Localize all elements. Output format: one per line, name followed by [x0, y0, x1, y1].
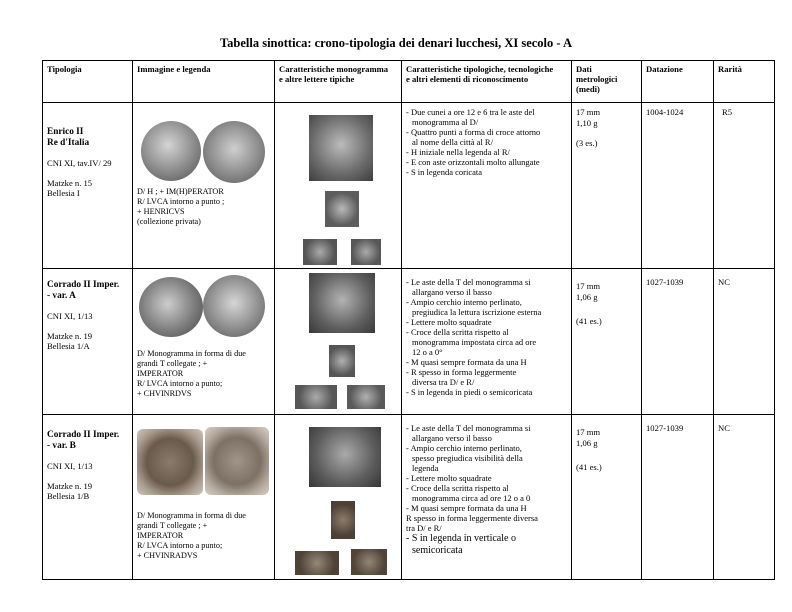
header-dati: Dati metrologici (medi) [572, 61, 642, 103]
coin-reverse-image [203, 121, 265, 183]
metrology-cell: 17 mm 1,10 g (3 es.) [572, 103, 642, 269]
header-datazione: Datazione [642, 61, 714, 103]
image-legend-cell [133, 103, 275, 269]
letter-image [325, 191, 359, 227]
letter-image [295, 551, 339, 575]
rarity-cell: R5 [714, 103, 775, 269]
monogram-image [309, 115, 373, 181]
tipologia-cell: Enrico II Re d'Italia CNI XI, tav.IV/ 29 Matzke n. 15 Bellesia I [43, 103, 133, 269]
metrology-cell: 17 mm 1,06 g (41 es.) [572, 269, 642, 415]
header-rarita: Rarità [714, 61, 775, 103]
legend-line: R/ LVCA intorno a punto ; [137, 197, 225, 206]
header-caratteristiche: Caratteristiche tipologiche, tecnologiche e altri elementi di riconoscimento [402, 61, 572, 103]
date-cell: 1027-1039 [642, 269, 714, 415]
coin-reverse-image [205, 427, 269, 495]
date-cell: 1004-1024 [642, 103, 714, 269]
letter-image [329, 345, 355, 377]
rarity-cell: NC [714, 269, 775, 415]
coin-obverse-image [137, 429, 203, 495]
legend-line: grandi T collegate ; + [137, 521, 208, 530]
coin-reverse-image [203, 275, 265, 337]
letter-image [351, 239, 381, 265]
synoptic-table [42, 60, 775, 580]
legend-line: R/ LVCA intorno a punto; [137, 541, 223, 550]
table-row [43, 269, 775, 415]
header-monogramma: Caratteristiche monogramma e altre lettere tipiche [275, 61, 402, 103]
features-cell: - Le aste della T del monogramma si allargano verso il basso - Ampio cerchio interno perlinato, pregiudica la lettura iscrizione esterna - Lettere molto squadrate - Croce della scritta rispetto al monogramma impostata circa ad ore 12 o a 0° - M quasi sempre formata da una H - R spesso in forma leggermente diversa tra D/ e R/ - S in legenda in piedi o semicoricata [402, 269, 572, 415]
image-legend-cell [133, 269, 275, 415]
legend-line: + HENRICVS [137, 207, 185, 216]
header-tipologia: Tipologia [43, 61, 133, 103]
page-title: Tabella sinottica: crono-tipologia dei denari lucchesi, XI secolo - A [219, 36, 573, 50]
features-cell: - Le aste della T del monogramma si allargano verso il basso - Ampio cerchio interno perlinato, spesso pregiudica visibilità della legenda - Lettere molto squadrate - Croce della scritta rispetto al monogramma circa ad ore 12 o a 0 - M quasi sempre formata da una H R spesso in forma leggermente diversa tra D/ e R/ - S in legenda in verticale o semicoricata [402, 415, 572, 580]
date-cell: 1027-1039 [642, 415, 714, 580]
table-row [43, 415, 775, 580]
features-cell: - Due cunei a ore 12 e 6 tra le aste del monogramma al D/ - Quattro punti a forma di croce attorno al nome della città al R/ - H iniziale nella legenda al R/ - E con aste orizzontali molto allungate - S in legenda coricata [402, 103, 572, 269]
table-row [43, 103, 775, 269]
coin-obverse-image [141, 121, 201, 181]
letter-image [295, 385, 337, 409]
metrology-cell: 17 mm 1,06 g (41 es.) [572, 415, 642, 580]
legend-line: D/ Monogramma in forma di due [137, 349, 246, 358]
header-immagine: Immagine e legenda [133, 61, 275, 103]
tipologia-cell: Corrado II Imper. - var. B CNI XI, 1/13 Matzke n. 19 Bellesia 1/B [43, 415, 133, 580]
coin-obverse-image [139, 277, 203, 337]
legend-line: D/ H ; + IM(H)PERATOR [137, 187, 224, 196]
legend-line: + CHVINRADVS [137, 551, 198, 560]
letter-image [351, 549, 387, 575]
legend-line: D/ Monogramma in forma di due [137, 511, 246, 520]
legend-line: IMPERATOR [137, 369, 184, 378]
tipologia-cell: Corrado II Imper. - var. A CNI XI, 1/13 Matzke n. 19 Bellesia 1/A [43, 269, 133, 415]
monogram-cell [275, 103, 402, 269]
monogram-cell [275, 415, 402, 580]
header-row [43, 61, 775, 103]
legend-line: R/ LVCA intorno a punto; [137, 379, 223, 388]
monogram-image [309, 273, 375, 333]
monogram-cell [275, 269, 402, 415]
letter-image [331, 501, 355, 539]
legend-line: IMPERATOR [137, 531, 184, 540]
monogram-image [309, 427, 381, 487]
legend-line: + CHVINRDVS [137, 389, 192, 398]
letter-image [303, 239, 337, 265]
legend-line: grandi T collegate ; + [137, 359, 208, 368]
legend-line: (collezione privata) [137, 217, 201, 226]
letter-image [347, 385, 385, 409]
image-legend-cell [133, 415, 275, 580]
rarity-cell: NC [714, 415, 775, 580]
